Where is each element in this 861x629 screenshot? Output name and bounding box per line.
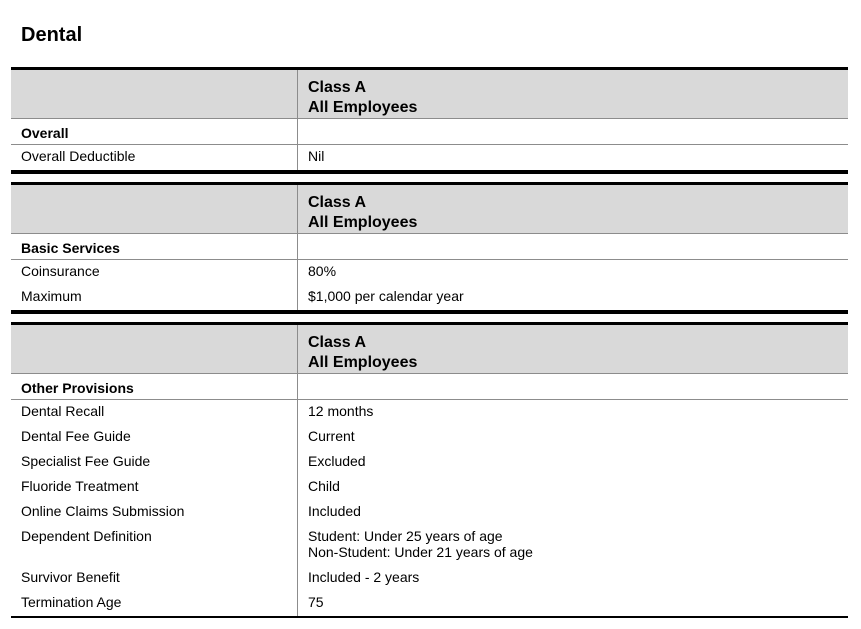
column-header [298,70,417,118]
overall-table [11,67,848,174]
table-header [11,325,848,374]
section-title: Other Provisions [11,374,298,399]
row-value: Included [308,503,361,519]
table-header [11,185,848,234]
row-label: Dental Recall [11,400,298,425]
table-row [11,500,848,525]
section-row [11,119,848,145]
page-title: Dental [21,24,83,46]
row-label: Dental Fee Guide [11,425,298,450]
section-title: Basic Services [11,234,298,259]
column-header [298,325,417,373]
row-label: Online Claims Submission [11,500,298,525]
table-row [11,400,848,425]
row-value: 80% [308,263,337,279]
row-label: Survivor Benefit [11,566,298,591]
table-row [11,260,848,285]
row-label: Overall Deductible [11,145,298,170]
row-label: Maximum [11,285,298,310]
employee-group-label: All Employees [308,354,418,371]
table-row [11,566,848,591]
section-row [11,234,848,260]
row-label: Fluoride Treatment [11,475,298,500]
row-value: Excluded [308,453,366,469]
employee-group-label: All Employees [308,214,418,231]
row-label: Dependent Definition [11,525,298,566]
row-label: Termination Age [11,591,298,616]
table-row [11,591,848,616]
row-value: $1,000 per calendar year [308,288,464,304]
row-label: Specialist Fee Guide [11,450,298,475]
row-value: Child [308,478,340,494]
table-row [11,145,848,170]
table-row [11,475,848,500]
class-label: Class A [308,79,367,96]
table-bottom-rule [11,170,848,174]
table-header [11,70,848,119]
table-row [11,525,848,566]
section-title: Overall [11,119,298,144]
row-value-line: Non-Student: Under 21 years of age [308,544,533,560]
row-value [298,525,533,566]
table-bottom-rule [11,616,848,618]
row-value: Nil [308,148,325,164]
section-row [11,374,848,400]
row-value: 75 [308,594,324,610]
other-provisions-table [11,322,848,618]
row-value: 12 months [308,403,374,419]
table-bottom-rule [11,310,848,314]
basic-services-table [11,182,848,314]
table-row [11,425,848,450]
class-label: Class A [308,334,367,351]
table-row [11,450,848,475]
row-value: Current [308,428,355,444]
row-label: Coinsurance [11,260,298,285]
row-value: Included - 2 years [308,569,420,585]
class-label: Class A [308,194,367,211]
row-value-line: Student: Under 25 years of age [308,528,503,544]
column-header [298,185,417,233]
table-row [11,285,848,310]
employee-group-label: All Employees [308,99,418,116]
